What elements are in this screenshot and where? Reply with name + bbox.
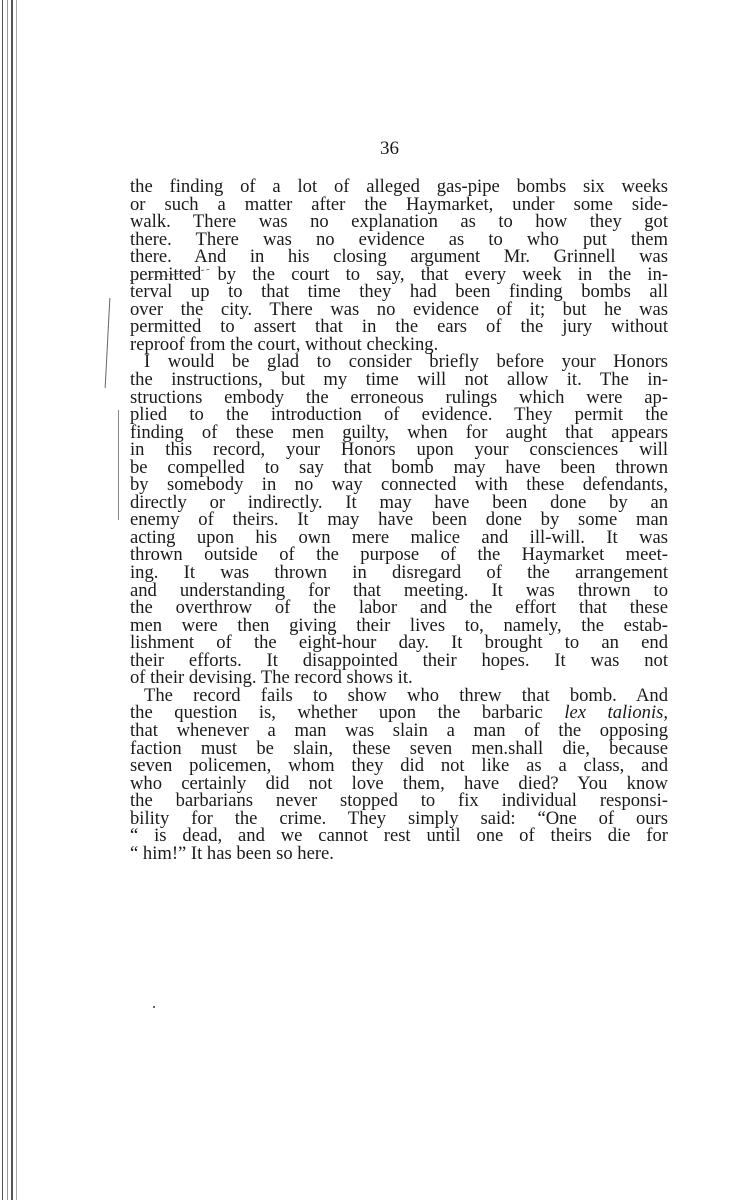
text-line: walk. There was no explanation as to how they got	[130, 211, 668, 233]
paragraph-1	[130, 178, 668, 353]
text-line: “ him!” It has been so here.	[130, 842, 334, 864]
text-line: who certainly did not love them, have died? You know	[130, 772, 668, 794]
text-fragment: the question is, whether upon the barbaric	[130, 702, 565, 724]
stray-dot	[153, 1006, 155, 1008]
text-line: the barbarians never stopped to fix individual responsi-	[130, 790, 668, 812]
text-line: by somebody in no way connected with these defendants,	[130, 474, 668, 496]
body-text	[130, 178, 668, 862]
text-line: or such a matter after the Haymarket, under some side-	[130, 193, 668, 215]
text-line: The record fails to show who threw that bomb. And	[144, 684, 668, 706]
text-line: of their devising. The record shows it.	[130, 667, 413, 689]
text-line: bility for the crime. They simply said: “One of ours	[130, 807, 668, 829]
text-line: their efforts. It disappointed their hopes. It was not	[130, 649, 668, 671]
text-line: be compelled to say that bomb may have been thrown	[130, 456, 668, 478]
text-line: plied to the introduction of evidence. They permit the	[130, 404, 668, 426]
text-line: terval up to that time they had been finding bombs all	[130, 281, 668, 303]
margin-pencil-mark	[105, 298, 111, 388]
text-line: that whenever a man was slain a man of the opposing	[130, 719, 668, 741]
text-line: enemy of theirs. It may have been done by some man	[130, 509, 668, 531]
text-line: “ is dead, and we cannot rest until one of theirs die for	[130, 825, 668, 847]
text-line: finding of these men guilty, when for aught that appears	[130, 421, 668, 443]
paragraph-2	[130, 351, 668, 689]
text-line: permitted to assert that in the ears of the jury without	[130, 316, 668, 338]
text-line: acting upon his own mere malice and ill-will. It was	[130, 526, 668, 548]
text-line: I would be glad to consider briefly before your Honors	[144, 351, 668, 373]
page-number: 36	[380, 138, 399, 159]
text-line: there. And in his closing argument Mr. Grinnell was	[130, 246, 668, 268]
text-line: seven policemen, whom they did not like as a class, and	[130, 755, 668, 777]
text-line: reproof from the court, without checking.	[130, 333, 439, 355]
text-line: structions embody the erroneous rulings which were ap-	[130, 386, 668, 408]
text-line: men were then giving their lives to, namely, the estab-	[130, 614, 668, 636]
text-line: ing. It was thrown in disregard of the arrangement	[130, 562, 668, 584]
text-line: directly or indirectly. It may have been done by an	[130, 491, 668, 513]
text-line: the overthrow of the labor and the effort that these	[130, 597, 668, 619]
italic-phrase: lex talionis,	[564, 702, 668, 724]
text-line: in this record, your Honors upon your consciences will	[130, 439, 668, 461]
text-line: the finding of a lot of alleged gas-pipe bombs six weeks	[130, 176, 668, 197]
margin-pencil-mark	[118, 410, 119, 520]
text-line: thrown outside of the purpose of the Haymarket meet-	[130, 544, 668, 566]
text-line: over the city. There was no evidence of it; but he was	[130, 298, 668, 320]
text-line: faction must be slain, these seven men.shall die, because	[130, 737, 668, 759]
text-line: and understanding for that meeting. It was thrown to	[130, 579, 668, 601]
text-line: the instructions, but my time will not allow it. The in-	[130, 369, 668, 391]
text-line: lishment of the eight-hour day. It brought to an end	[130, 632, 668, 654]
paragraph-3	[130, 684, 668, 864]
text-line: there. There was no evidence as to who put them	[130, 228, 668, 250]
text-line: permitted by the court to say, that every week in the in-	[130, 263, 668, 285]
book-binding-edge	[0, 0, 30, 1200]
